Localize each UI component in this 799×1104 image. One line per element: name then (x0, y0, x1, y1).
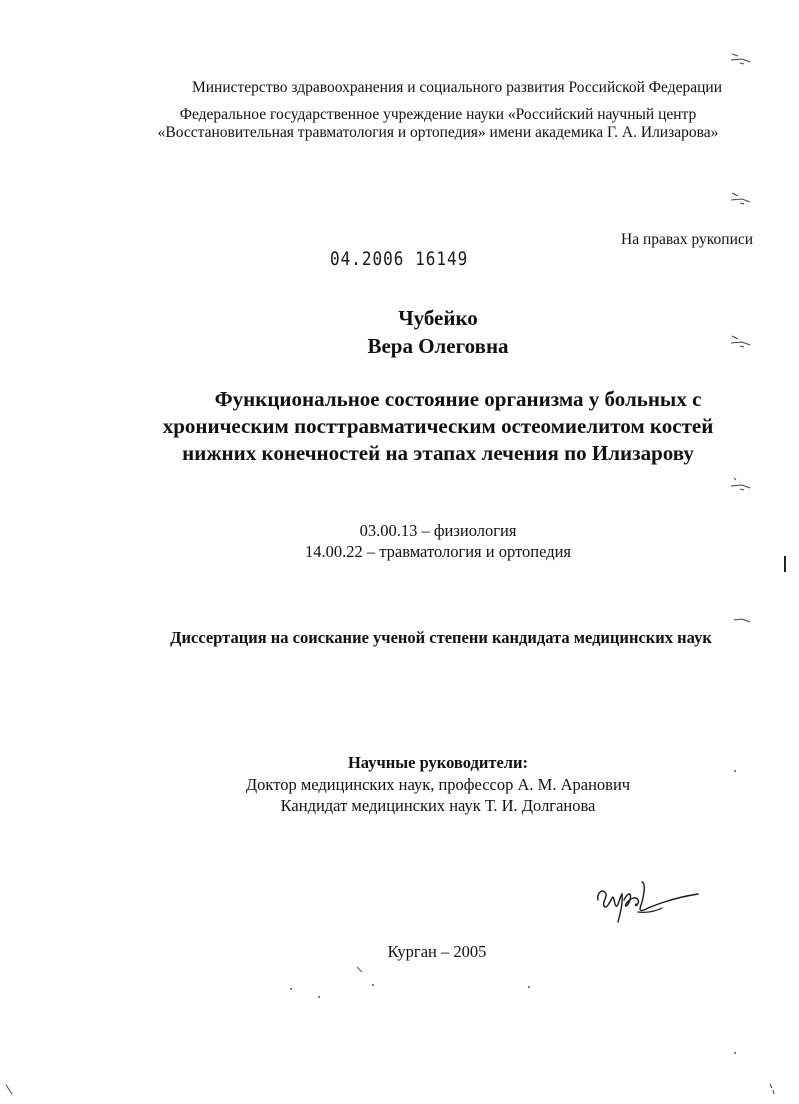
scan-edge-mark (784, 556, 786, 572)
degree-statement: Диссертация на соискание ученой степени кандидата медицинских наук (170, 628, 712, 647)
author-signature (592, 878, 702, 926)
scan-speck (290, 988, 292, 990)
scan-mark-4 (728, 476, 754, 492)
supervisor-1: Доктор медицинских наук, профессор А. М. Аранович (245, 775, 631, 794)
thesis-title-line-2: хроническим посттравматическим остеомиелитом костей (162, 414, 714, 438)
scan-mark-8 (768, 1082, 778, 1096)
scan-speck (372, 984, 374, 986)
supervisors-heading: Научные руководители: (347, 753, 529, 772)
scan-speck (528, 986, 530, 988)
author-given-names: Вера Олеговна (367, 334, 509, 358)
specialty-code-2: 14.00.22 – травматология и ортопедия (304, 542, 572, 561)
author-surname: Чубейко (398, 306, 478, 330)
scan-mark-1 (728, 50, 754, 66)
scan-speck (318, 996, 320, 998)
thesis-title-line-1: Функциональное состояние организма у больных с (214, 387, 702, 411)
institution-line-2: «Восстановительная травматология и ортопедия» имени академика Г. А. Илизарова» (157, 124, 719, 141)
scan-mark-2 (728, 190, 754, 206)
manuscript-rights-note: На правах рукописи (621, 231, 754, 248)
scan-speck (734, 1052, 736, 1054)
scan-mark-3 (728, 333, 754, 349)
scan-mark-7 (4, 1084, 14, 1096)
institution-line-1: Федеральное государственное учреждение науки «Российский научный центр (179, 106, 697, 123)
scan-mark-6 (356, 966, 364, 974)
ministry-name: Министерство здравоохранения и социального развития Российской Федерации (191, 79, 723, 96)
registration-stamp: 04.2006 16149 (330, 247, 469, 270)
supervisor-2: Кандидат медицинских наук Т. И. Долганова (280, 796, 596, 815)
place-and-year: Курган – 2005 (387, 942, 487, 961)
thesis-title-line-3: нижних конечностей на этапах лечения по Илизарову (182, 441, 694, 465)
scan-speck (734, 770, 736, 772)
scan-mark-5 (730, 614, 756, 628)
specialty-code-1: 03.00.13 – физиология (359, 521, 517, 540)
